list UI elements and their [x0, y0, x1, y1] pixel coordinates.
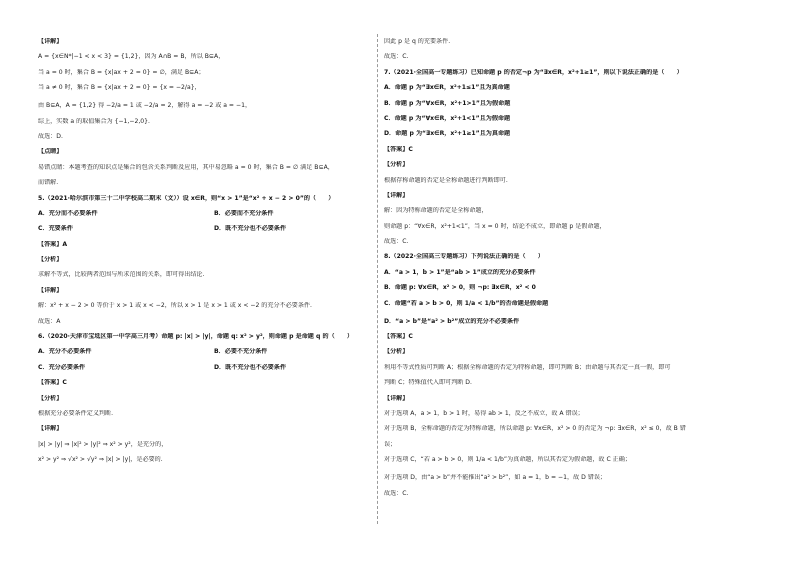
answer-options-row — [38, 225, 370, 232]
answer-option: C．命题 p 为“∀x∈R，x²+1<1”且为假命题 — [384, 114, 511, 122]
text-line: 根据充分必要条件定义判断. — [38, 409, 114, 417]
answer-option: D．“a > b”是“a² > b²”成立的充分不必要条件 — [384, 317, 520, 325]
text-line: x² > y² ⇒ √x² > √y² ⇒ |x| > |y|，是必要的. — [38, 456, 163, 464]
text-line: 故选：A — [38, 317, 61, 325]
text-line: 故选：C. — [384, 238, 409, 246]
section-heading: 【答案】C — [384, 333, 413, 341]
text-line: 综上，实数 a 的取值集合为 {−1,−2,0}. — [38, 117, 150, 125]
answer-option: C．充要条件 — [38, 225, 73, 233]
section-heading: 【详解】 — [384, 191, 409, 199]
section-heading: 【详解】 — [38, 425, 63, 433]
answer-option: A．充分而不必要条件 — [38, 209, 98, 217]
text-line: 故选：C. — [384, 489, 409, 497]
section-heading: 【详解】 — [384, 394, 409, 402]
text-line: 误； — [384, 440, 397, 448]
text-line: 求解不等式，比较两者范围与所求范围的关系，即可得出结论. — [38, 271, 205, 279]
section-heading: 【分析】 — [384, 161, 409, 169]
text-line: 利用不等式性质可判断 A；根据全称命题的否定为特称命题，即可判断 B；由命题与其否定一真一假，即可 — [384, 363, 671, 371]
text-line: 判断 C；特殊值代入即可判断 D. — [384, 379, 472, 387]
question-stem: 5.（2021·哈尔滨市第三十二中学校高二期末（文））设 x∈R，则“x > 1”是“x² + x − 2 > 0”的（ ） — [38, 194, 335, 202]
text-line: 对于选项 A，a > 1，b > 1 时，易得 ab > 1，反之不成立，故 A 错误； — [384, 409, 584, 417]
text-line: 对于选项 C，“若 a > b > 0，则 1/a < 1/b”为真命题，所以其否定为假命题，故 C 正确； — [384, 456, 631, 464]
section-heading: 【分析】 — [384, 348, 409, 356]
text-line: 当 a ≠ 0 时，集合 B = {x|ax + 2 = 0} = {x = −2/a}， — [38, 84, 201, 92]
answer-options-row — [38, 364, 370, 371]
section-heading: 【点睛】 — [38, 148, 63, 156]
text-line: 因此 p 是 q 的充要条件. — [384, 38, 451, 45]
answer-option: D．命题 p 为“∃x∈R，x²+1≥1”且为真命题 — [384, 130, 511, 138]
left-column — [38, 38, 370, 472]
text-line: 则命题 p：“∀x∈R，x²+1<1”，当 x = 0 时，结论不成立，即命题 p 是假命题， — [384, 222, 606, 230]
text-line: 易错点睛：本题考查的知识点是集合的包含关系判断及应用，其中易忽略 a = 0 时，集合 B = ∅ 满足 B⊆A， — [38, 163, 334, 171]
answer-options-row — [38, 210, 370, 217]
answer-option: B．必要而不充分条件 — [214, 209, 274, 217]
question-stem: 8.（2022·全国高三专题练习）下列说法正确的是（ ） — [384, 253, 544, 261]
text-line: 由 B⊆A，A = {1,2} 得 −2/a = 1 或 −2/a = 2，解得 a = −2 或 a = −1， — [38, 102, 252, 110]
answer-option: C．充分必要条件 — [38, 363, 86, 371]
section-heading: 【详解】 — [38, 286, 63, 294]
text-line: 解：因为特称命题的否定是全称命题， — [384, 207, 488, 215]
right-column — [384, 38, 756, 505]
answer-option: A．“a > 1，b > 1”是“ab > 1”成立的充分必要条件 — [384, 268, 536, 276]
answer-options-row — [38, 348, 370, 355]
text-line: 故选：D. — [38, 132, 63, 140]
column-divider — [377, 34, 378, 524]
answer-option: B．命题 p 为“∀x∈R，x²+1>1”且为假命题 — [384, 99, 511, 107]
text-line: 对于选项 B，全称命题的否定为特称命题，所以命题 p: ∀x∈R，x² > 0 的否定为 ¬p: ∃x∈R，x² ≤ 0，故 B 错 — [384, 425, 686, 433]
answer-option: C．命题“若 a > b > 0，则 1/a < 1/b”的否命题是假命题 — [384, 299, 549, 307]
section-heading: 【答案】C — [38, 379, 67, 387]
text-line: 而错解. — [38, 179, 59, 187]
text-line: 故选：C. — [384, 53, 409, 61]
text-line: 根据存称命题的否定是全称命题进行判断即可. — [384, 176, 508, 184]
question-stem: 7.（2021·全国高一专题练习）已知命题 p 的否定¬p 为“∃x∈R，x²+1≥1”，则以下说法正确的是（ ） — [384, 68, 683, 76]
text-line: 对于选项 D，由“a > b”并不能推出“a² > b²”，如 a = 1，b = −1，故 D 错误； — [384, 474, 607, 482]
answer-option: B．必要不充分条件 — [214, 348, 268, 356]
answer-option: A．充分不必要条件 — [38, 348, 92, 356]
section-heading: 【答案】A — [38, 240, 68, 248]
section-heading: 【答案】C — [384, 145, 413, 153]
answer-option: D．既不充分也不必要条件 — [214, 363, 287, 371]
text-line: 解：x² + x − 2 > 0 等价于 x > 1 或 x < −2，所以 x > 1 是 x > 1 或 x < −2 的充分不必要条件. — [38, 302, 312, 310]
answer-option: B．命题 p: ∀x∈R，x² > 0，则 ¬p: ∃x∈R，x² < 0 — [384, 284, 536, 292]
section-heading: 【详解】 — [38, 38, 63, 45]
answer-option: A．命题 p 为“∃x∈R，x²+1≤1”且为真命题 — [384, 84, 510, 92]
section-heading: 【分析】 — [38, 256, 63, 264]
text-line: 当 a = 0 时，集合 B = {x|ax + 2 = 0} = ∅，满足 B⊆A； — [38, 68, 205, 76]
text-line: |x| > |y| ⇒ |x|² > |y|² ⇒ x² > y²，是充分的， — [38, 440, 168, 448]
answer-option: D．既不充分也不必要条件 — [214, 225, 287, 233]
section-heading: 【分析】 — [38, 394, 63, 402]
text-line: A = {x∈N*|−1 < x < 3} = {1,2}，因为 A∩B = B，所以 B⊆A， — [38, 53, 225, 61]
question-stem: 6.（2020·天津市宝坻区第一中学高三月考）命题 p: |x| > |y|，命题 q: x² > y²，则命题 p 是命题 q 的（ ） — [38, 333, 353, 341]
